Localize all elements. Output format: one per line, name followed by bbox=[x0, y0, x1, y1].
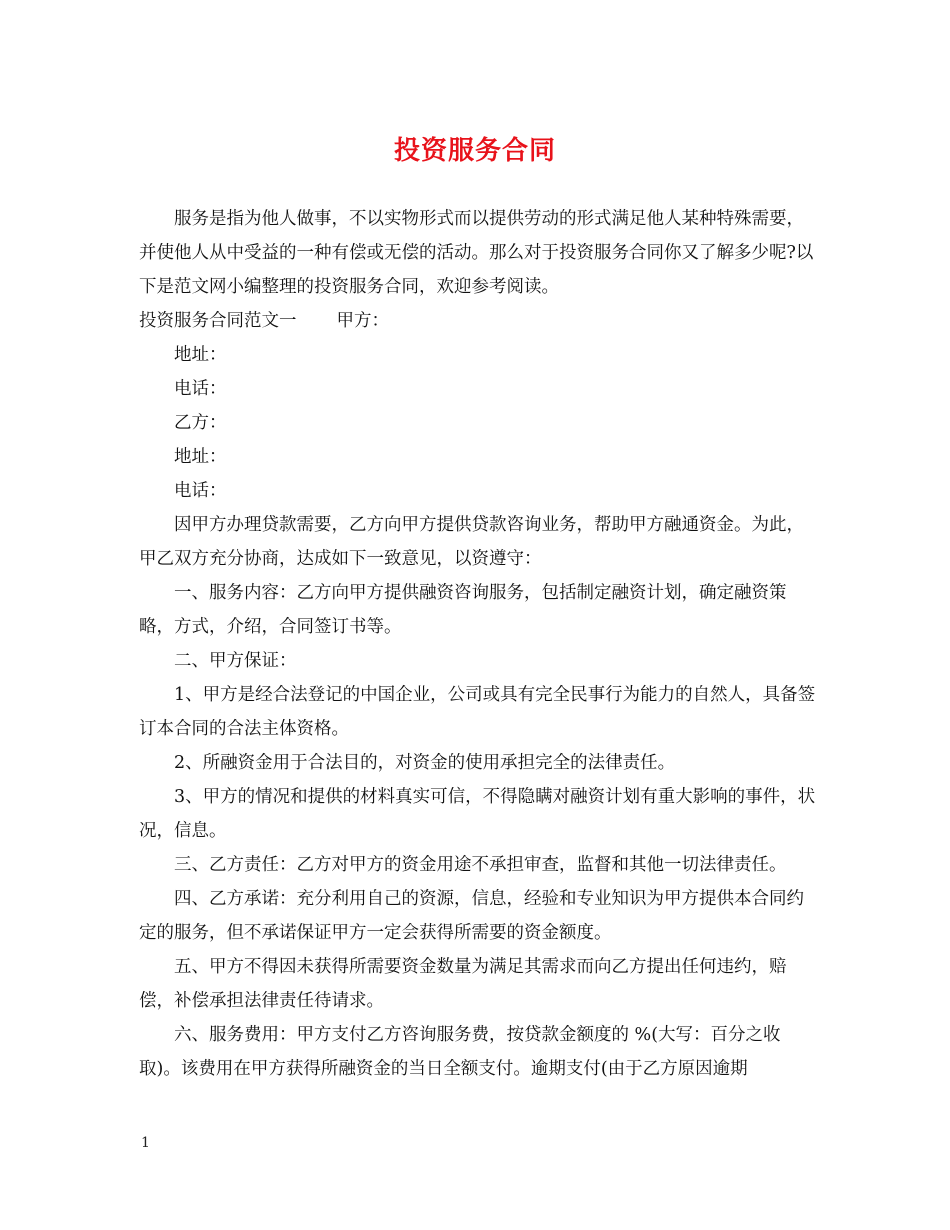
paragraph-guarantee-1: 1、甲方是经合法登记的中国企业，公司或具有完全民事行为能力的自然人，具备签订本合同的合法主体资格。 bbox=[139, 685, 816, 739]
field-address-b: 地址： bbox=[174, 447, 227, 467]
paragraph-no-claims: 五、甲方不得因未获得所需要资金数量为满足其需求而向乙方提出任何违约，赔偿，补偿承担法律责任待请求。 bbox=[139, 957, 787, 1011]
paragraph-party-a-guarantee: 二、甲方保证： bbox=[174, 651, 297, 671]
paragraph-guarantee-2: 2、所融资金用于合法目的，对资金的使用承担完全的法律责任。 bbox=[174, 753, 676, 773]
page-number: 1 bbox=[141, 1135, 150, 1151]
party-a-label: 甲方： bbox=[336, 311, 389, 331]
sample-heading-line bbox=[139, 304, 819, 338]
document-body bbox=[139, 202, 819, 1086]
field-address-a: 地址： bbox=[174, 345, 227, 365]
document-title: 投资服务合同 bbox=[393, 136, 556, 166]
field-party-b: 乙方： bbox=[174, 413, 227, 433]
paragraph-guarantee-3: 3、甲方的情况和提供的材料真实可信，不得隐瞒对融资计划有重大影响的事件，状况，信息。 bbox=[139, 787, 816, 841]
paragraph-preamble: 因甲方办理贷款需要，乙方向甲方提供贷款咨询业务，帮助甲方融通资金。为此，甲乙双方充分协商，达成如下一致意见，以资遵守： bbox=[139, 515, 804, 569]
paragraph-service-fee: 六、服务费用：甲方支付乙方咨询服务费，按贷款金额度的 %(大写：百分之收取)。该费用在甲方获得所融资金的当日全额支付。逾期支付(由于乙方原因逾期 bbox=[139, 1025, 781, 1079]
sample-heading: 投资服务合同范文一 bbox=[139, 311, 297, 331]
paragraph-party-b-commitment: 四、乙方承诺：充分利用自己的资源，信息，经验和专业知识为甲方提供本合同约定的服务，但不承诺保证甲方一定会获得所需要的资金额度。 bbox=[139, 889, 804, 943]
field-phone-b: 电话： bbox=[174, 481, 227, 501]
paragraph-service-content: 一、服务内容：乙方向甲方提供融资咨询服务，包括制定融资计划，确定融资策略，方式，介绍，合同签订书等。 bbox=[139, 583, 787, 637]
intro-paragraph: 服务是指为他人做事，不以实物形式而以提供劳动的形式满足他人某种特殊需要，并使他人从中受益的一种有偿或无偿的活动。那么对于投资服务合同你又了解多少呢?以下是范文网小编整理的投资服务合同，欢迎参考阅读。 bbox=[139, 209, 814, 297]
field-phone-a: 电话： bbox=[174, 379, 227, 399]
paragraph-party-b-duty: 三、乙方责任：乙方对甲方的资金用途不承担审查，监督和其他一切法律责任。 bbox=[174, 855, 787, 875]
